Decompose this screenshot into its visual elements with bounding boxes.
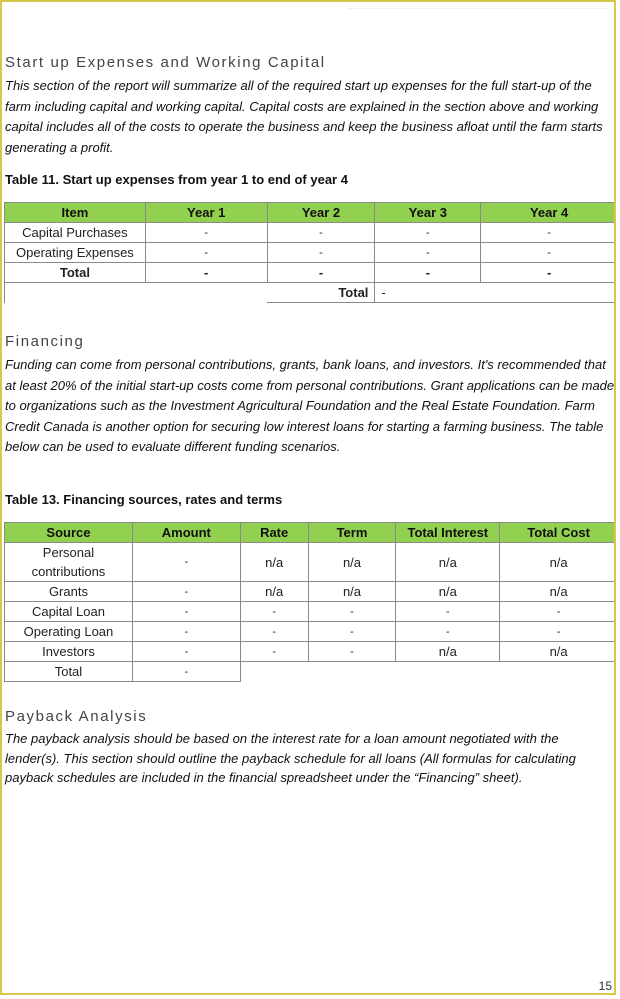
startup-paragraph: This section of the report will summarize all of the required start up expenses for the full start-up of the farm including capital and working capital. Capital costs are explained in the section above and working capital includes all of the costs to operate the business and keep the business afloat until the farm starts generating a profit. — [5, 78, 603, 155]
empty-cell — [308, 662, 396, 682]
table-row — [5, 582, 617, 602]
grand-total-row — [5, 283, 617, 303]
row-amount: - — [132, 622, 240, 642]
page-number: 15 — [598, 979, 612, 993]
total-year4: - — [481, 263, 616, 283]
grand-total-label: Total — [267, 283, 375, 303]
header-total-cost: Total Cost — [500, 523, 616, 543]
row-amount: - — [132, 642, 240, 662]
payback-paragraph: The payback analysis should be based on the interest rate for a loan amount negotiated with the lender(s). This section should outline the payback schedule for all loans (All formulas for calculating payback schedules are included in the financial spreadsheet under the “Financing” sheet). — [5, 731, 576, 785]
row-rate: n/a — [240, 582, 308, 602]
row-source: Personal contributions — [5, 543, 133, 582]
total-label: Total — [5, 263, 146, 283]
row-cost: n/a — [500, 642, 616, 662]
header-rule — [348, 2, 608, 9]
table-total-row — [5, 263, 617, 283]
row-year3: - — [375, 243, 481, 263]
row-cost: n/a — [500, 543, 616, 582]
financing-paragraph: Funding can come from personal contributions, grants, bank loans, and investors. It's recommended that at least 20% of the initial start-up costs come from personal contributions. Grant applications can be made to organizations such as the Investment Agricultural Foundation and the Real Estate Foundation. Farm Credit Canada is another option for securing low interest loans for starting a farming business. The table below can be used to evaluate different funding scenarios. — [5, 357, 615, 454]
header-year2: Year 2 — [267, 203, 375, 223]
row-source: Investors — [5, 642, 133, 662]
row-year2: - — [267, 243, 375, 263]
header-year1: Year 1 — [145, 203, 267, 223]
row-source: Grants — [5, 582, 133, 602]
row-amount: - — [132, 602, 240, 622]
row-term: - — [308, 622, 396, 642]
table-row — [5, 602, 617, 622]
header-rate: Rate — [240, 523, 308, 543]
grand-total-spacer — [5, 283, 268, 303]
startup-expenses-table — [4, 202, 616, 303]
row-amount: - — [132, 582, 240, 602]
row-item: Operating Expenses — [5, 243, 146, 263]
total-year3: - — [375, 263, 481, 283]
table-row — [5, 223, 617, 243]
row-term: n/a — [308, 543, 396, 582]
row-term: n/a — [308, 582, 396, 602]
total-year2: - — [267, 263, 375, 283]
financing-table — [4, 522, 616, 682]
row-term: - — [308, 642, 396, 662]
row-interest: n/a — [396, 543, 500, 582]
row-cost: n/a — [500, 582, 616, 602]
row-rate: - — [240, 642, 308, 662]
table-row — [5, 642, 617, 662]
header-total-interest: Total Interest — [396, 523, 500, 543]
total-label: Total — [5, 662, 133, 682]
total-year1: - — [145, 263, 267, 283]
row-year4: - — [481, 223, 616, 243]
header-amount: Amount — [132, 523, 240, 543]
row-term: - — [308, 602, 396, 622]
row-interest: - — [396, 622, 500, 642]
table-11-caption: Table 11. Start up expenses from year 1 to end of year 4 — [5, 172, 348, 187]
section-title-payback: Payback Analysis — [5, 708, 148, 725]
row-amount: - — [132, 543, 240, 582]
row-interest: - — [396, 602, 500, 622]
row-rate: n/a — [240, 543, 308, 582]
empty-cell — [396, 662, 500, 682]
row-source: Capital Loan — [5, 602, 133, 622]
header-year3: Year 3 — [375, 203, 481, 223]
table-header-row — [5, 203, 617, 223]
row-interest: n/a — [396, 582, 500, 602]
header-year4: Year 4 — [481, 203, 616, 223]
total-amount: - — [132, 662, 240, 682]
table-13-caption: Table 13. Financing sources, rates and terms — [5, 492, 283, 507]
row-year1: - — [145, 223, 267, 243]
row-rate: - — [240, 622, 308, 642]
row-interest: n/a — [396, 642, 500, 662]
row-rate: - — [240, 602, 308, 622]
grand-total-value: - — [375, 283, 616, 303]
section-title-startup: Start up Expenses and Working Capital — [5, 54, 326, 71]
header-source: Source — [5, 523, 133, 543]
row-item: Capital Purchases — [5, 223, 146, 243]
row-cost: - — [500, 602, 616, 622]
section-title-financing: Financing — [5, 333, 85, 350]
row-year4: - — [481, 243, 616, 263]
table-row — [5, 543, 617, 582]
table-header-row — [5, 523, 617, 543]
header-term: Term — [308, 523, 396, 543]
empty-cell — [500, 662, 616, 682]
table-total-row — [5, 662, 617, 682]
table-row — [5, 243, 617, 263]
row-year3: - — [375, 223, 481, 243]
table-row — [5, 622, 617, 642]
empty-cell — [240, 662, 308, 682]
row-year2: - — [267, 223, 375, 243]
row-source: Operating Loan — [5, 622, 133, 642]
header-item: Item — [5, 203, 146, 223]
row-year1: - — [145, 243, 267, 263]
row-cost: - — [500, 622, 616, 642]
